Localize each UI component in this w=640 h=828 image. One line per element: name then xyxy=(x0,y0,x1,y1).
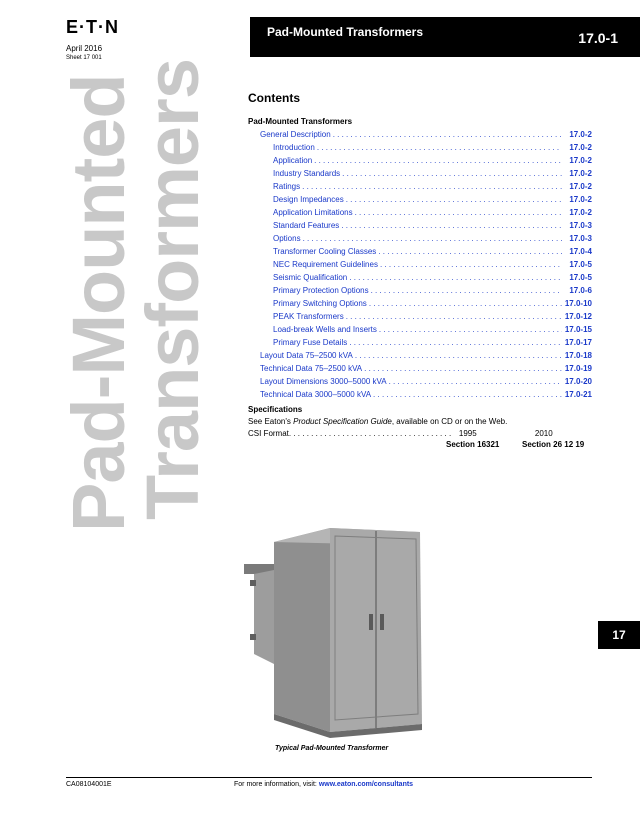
dot-leader xyxy=(371,388,562,401)
dot-leader xyxy=(367,297,562,310)
vertical-title-line1: Pad-Mounted xyxy=(57,74,140,532)
sheet-number: Sheet 17 001 xyxy=(66,55,102,61)
toc-entry[interactable] xyxy=(248,375,592,388)
toc-section-heading: Pad-Mounted Transformers xyxy=(248,117,353,126)
toc-entry-page: 17.0-5 xyxy=(569,273,592,282)
table-of-contents xyxy=(248,116,592,401)
dot-leader xyxy=(331,128,562,141)
figure-caption: Typical Pad-Mounted Transformer xyxy=(275,745,389,752)
footer-website-link[interactable]: www.eaton.com/consultants xyxy=(318,781,414,788)
footer-info xyxy=(234,781,413,788)
header-title: Pad-Mounted Transformers xyxy=(267,25,424,39)
toc-entry[interactable] xyxy=(248,310,592,323)
toc-entry-page: 17.0-2 xyxy=(569,182,592,191)
dot-leader xyxy=(301,232,562,245)
dot-leader xyxy=(312,154,562,167)
specifications-block xyxy=(248,404,592,452)
toc-entry-label: Options xyxy=(273,234,301,243)
toc-entry-page: 17.0-4 xyxy=(569,247,592,256)
toc-entry[interactable] xyxy=(248,167,592,180)
toc-entry-page: 17.0-6 xyxy=(569,286,592,295)
dot-leader xyxy=(300,180,562,193)
toc-entry-page: 17.0-17 xyxy=(564,338,592,347)
dot-leader xyxy=(362,362,562,375)
toc-entry-page: 17.0-20 xyxy=(564,377,592,386)
dot-leader xyxy=(339,219,562,232)
toc-entry-label: Technical Data 75–2500 kVA xyxy=(260,364,363,373)
dot-leader xyxy=(353,206,562,219)
eaton-logo: E·T·N xyxy=(66,17,119,37)
dot-leader xyxy=(315,141,562,154)
toc-entry-page: 17.0-18 xyxy=(564,351,592,360)
toc-entry[interactable] xyxy=(248,349,592,362)
dot-leader xyxy=(376,245,562,258)
dot-leader xyxy=(340,167,562,180)
csi-year-2010: 2010 xyxy=(534,429,553,438)
toc-entry[interactable] xyxy=(248,362,592,375)
toc-entry-label: PEAK Transformers xyxy=(273,312,344,321)
publication-date: April 2016 xyxy=(66,44,103,53)
toc-entry-page: 17.0-2 xyxy=(569,130,592,139)
csi-format-row xyxy=(248,428,592,440)
toc-entry[interactable] xyxy=(248,180,592,193)
toc-entry-page: 17.0-2 xyxy=(569,169,592,178)
specifications-note xyxy=(248,416,592,428)
dot-leader xyxy=(344,310,562,323)
toc-entry-page: 17.0-3 xyxy=(569,234,592,243)
toc-entry[interactable] xyxy=(248,219,592,232)
toc-entry[interactable] xyxy=(248,206,592,219)
csi-section-2010: Section 26 12 19 xyxy=(522,440,585,449)
spec-guide-title: Product Specification Guide xyxy=(293,417,392,426)
spec-note-prefix: See Eaton's xyxy=(248,417,294,426)
dot-leader xyxy=(353,349,562,362)
csi-years xyxy=(459,428,592,440)
toc-entry-page: 17.0-10 xyxy=(564,299,592,308)
toc-entry-label: Application xyxy=(273,156,313,165)
header-page-number: 17.0-1 xyxy=(578,30,618,46)
toc-entry-page: 17.0-2 xyxy=(569,195,592,204)
toc-entry-page: 17.0-3 xyxy=(569,221,592,230)
csi-section-1995: Section 16321 xyxy=(446,440,500,449)
toc-entry-label: Application Limitations xyxy=(273,208,353,217)
toc-entry-page: 17.0-5 xyxy=(569,260,592,269)
vertical-title-line2: Transformers xyxy=(131,59,214,520)
toc-entry-label: Standard Features xyxy=(273,221,340,230)
document-number: CA08104001E xyxy=(66,781,112,788)
dot-leader xyxy=(347,271,562,284)
toc-entry-page: 17.0-12 xyxy=(564,312,592,321)
toc-entry-label: Seismic Qualification xyxy=(273,273,348,282)
header-bar xyxy=(250,17,640,57)
spec-note-suffix: , available on CD or on the Web. xyxy=(391,417,508,426)
dot-leader xyxy=(344,193,562,206)
toc-entry[interactable] xyxy=(248,388,592,401)
dot-leader xyxy=(378,258,562,271)
csi-format-label: CSI Format xyxy=(248,429,289,438)
toc-entry-label: Primary Fuse Details xyxy=(273,338,348,347)
toc-entry-label: Technical Data 3000–5000 kVA xyxy=(260,390,372,399)
toc-entry[interactable] xyxy=(248,297,592,310)
dot-leader xyxy=(377,323,562,336)
contents-heading: Contents xyxy=(248,91,300,105)
toc-entry-page: 17.0-2 xyxy=(569,156,592,165)
toc-entry-label: Primary Switching Options xyxy=(273,299,367,308)
dot-leader xyxy=(347,336,562,349)
dot-leader xyxy=(289,428,459,440)
toc-entry-page: 17.0-15 xyxy=(564,325,592,334)
toc-entry[interactable] xyxy=(248,154,592,167)
toc-entry-label: Transformer Cooling Classes xyxy=(273,247,377,256)
footer-divider xyxy=(66,777,592,778)
toc-entry[interactable] xyxy=(248,193,592,206)
dot-leader xyxy=(387,375,562,388)
toc-entry-label: NEC Requirement Guidelines xyxy=(273,260,378,269)
toc-entry[interactable] xyxy=(248,284,592,297)
toc-entry[interactable] xyxy=(248,323,592,336)
footer-info-prefix: For more information, visit: xyxy=(234,781,319,788)
specifications-heading: Specifications xyxy=(248,405,303,414)
toc-entry[interactable] xyxy=(248,141,592,154)
transformer-photo xyxy=(240,514,432,740)
toc-entry[interactable] xyxy=(248,128,592,141)
toc-entry[interactable] xyxy=(248,336,592,349)
toc-entry[interactable] xyxy=(248,232,592,245)
csi-sections-row xyxy=(248,440,592,452)
toc-entry-label: Ratings xyxy=(273,182,301,191)
toc-entry-page: 17.0-19 xyxy=(564,364,592,373)
toc-entry-label: Layout Data 75–2500 kVA xyxy=(260,351,353,360)
toc-entry-label: Design Impedances xyxy=(273,195,344,204)
toc-entry-label: Primary Protection Options xyxy=(273,286,369,295)
toc-entry-label: Load-break Wells and Inserts xyxy=(273,325,377,334)
toc-entry-label: Introduction xyxy=(273,143,315,152)
section-tab[interactable]: 17 xyxy=(598,621,640,649)
toc-entry[interactable] xyxy=(248,271,592,284)
toc-entry-label: Industry Standards xyxy=(273,169,341,178)
toc-entry-page: 17.0-2 xyxy=(569,143,592,152)
toc-entry[interactable] xyxy=(248,245,592,258)
toc-entry[interactable] xyxy=(248,258,592,271)
toc-entry-label: General Description xyxy=(260,130,331,139)
toc-entry-label: Layout Dimensions 3000–5000 kVA xyxy=(260,377,387,386)
csi-year-1995: 1995 xyxy=(458,429,477,438)
dot-leader xyxy=(369,284,562,297)
toc-entry-page: 17.0-2 xyxy=(569,208,592,217)
toc-entry-page: 17.0-21 xyxy=(564,390,592,399)
